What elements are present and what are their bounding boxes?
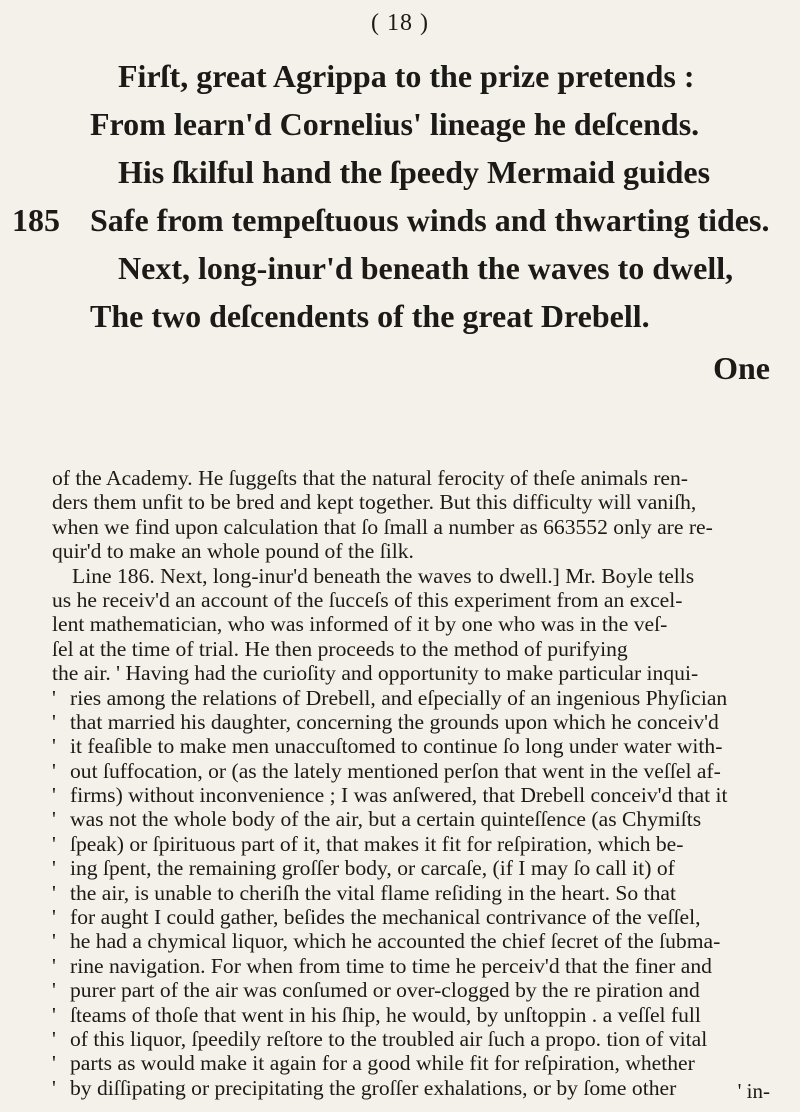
footnote-line [52,637,770,661]
quote-mark: ' [52,734,56,759]
footnote-line [52,978,770,1002]
footnote-line [52,905,770,929]
footnote-line [52,564,770,588]
footnote-line [52,466,770,490]
footnote-line [52,832,770,856]
quote-mark: ' [52,1075,56,1100]
footnote-text: Line 186. Next, long-inur'd beneath the waves to dwell.] Mr. Boyle tells [72,563,695,588]
footnote-line [52,588,770,612]
footnote-text: when we find upon calculation that ſo ſmall a number as 663552 only are re- [52,514,713,539]
quote-mark: ' [52,1051,56,1076]
footnote-line [52,1027,770,1051]
quote-mark: ' [52,831,56,856]
footnote-text: he had a chymical liquor, which he accounted the chief ſecret of the ſubma- [70,929,721,954]
verse-line [12,196,780,244]
footnote-line [52,1051,770,1075]
verse-line [90,244,780,292]
quote-mark: ' [52,709,56,734]
footnote-text: purer part of the air was conſumed or over-clogged by the re piration and [70,978,700,1003]
quote-mark: ' [52,1026,56,1051]
footnote-line [52,515,770,539]
footnote-line [52,1076,770,1100]
footnote-line [52,881,770,905]
verse-text: Firſt, great Agrippa to the prize pretends : [118,58,695,94]
footnote-text: by diſſipating or precipitating the groſſer exhalations, or by ſome other [70,1075,677,1100]
footnote-text: lent mathematician, who was informed of it by one who was in the veſ- [52,612,668,637]
footnote-text: parts as would make it again for a good while fit for reſpiration, whether [70,1051,695,1076]
quote-mark: ' [52,953,56,978]
quote-mark: ' [52,807,56,832]
footnote-line [52,490,770,514]
footnote-line [52,710,770,734]
line-number: 185 [12,202,60,238]
verse-line [90,100,780,148]
footnote-text: ſteams of thoſe that went in his ſhip, he would, by unſtoppin . a veſſel full [70,1002,701,1027]
footnote-text: firms) without inconvenience ; I was anſwered, that Drebell conceiv'd that it [70,783,728,808]
verse-text: His ſkilful hand the ſpeedy Mermaid guides [118,154,711,190]
quote-mark: ' [52,685,56,710]
verse-text: From learn'd Cornelius' lineage he deſcends. [90,106,700,142]
footnote-text: was not the whole body of the air, but a certain quinteſſence (as Chymiſts [70,807,702,832]
footnote-text: the air, is unable to cheriſh the vital flame reſiding in the heart. So that [70,880,676,905]
footnote-line [52,929,770,953]
footnote-line [52,612,770,636]
footnote-text: for aught I could gather, beſides the mechanical contrivance of the veſſel, [70,905,701,930]
footnote-catchword: ' in- [737,1079,770,1103]
footnote-text: that married his daughter, concerning the grounds upon which he conceiv'd [70,709,719,734]
footnote-text: ing ſpent, the remaining groſſer body, or carcaſe, (if I may ſo call it) of [70,856,675,881]
quote-mark: ' [52,758,56,783]
verse-block [12,52,780,340]
verse-line [90,148,780,196]
quote-mark: ' [52,929,56,954]
footnote-text: rine navigation. For when from time to time he perceiv'd that the finer and [70,953,712,978]
footnote-text: ſpeak) or ſpirituous part of it, that makes it fit for reſpiration, which be- [70,831,684,856]
verse-line [90,52,780,100]
footnote-text: ders them unfit to be bred and kept together. But this difficulty will vaniſh, [52,490,697,515]
footnote-line [52,954,770,978]
footnote-text: ries among the relations of Drebell, and eſpecially of an ingenious Phyſician [70,685,728,710]
footnote-text: out ſuffocation, or (as the lately mentioned perſon that went in the veſſel af- [70,758,721,783]
quote-mark: ' [52,978,56,1003]
verse-text: Next, long-inur'd beneath the waves to dwell, [118,250,734,286]
footnote-block [52,466,770,1100]
footnote-text: quir'd to make an whole pound of the ſilk. [52,539,414,564]
footnote-text: of this liquor, ſpeedily reſtore to the troubled air ſuch a propo. tion of vital [70,1026,708,1051]
verse-text: Safe from tempeſtuous winds and thwarting tides. [90,202,770,238]
footnote-text: it feaſible to make men unaccuſtomed to continue ſo long under water with- [70,734,723,759]
verse-text: The two deſcendents of the great Drebell. [90,298,650,334]
footnote-line [52,539,770,563]
verse-catchword: One [713,350,770,386]
page-number: ( 18 ) [371,10,429,36]
footnote-line [52,1003,770,1027]
footnote-text: of the Academy. He ſuggeſts that the natural ferocity of theſe animals ren- [52,466,688,490]
footnote-line [52,734,770,758]
quote-mark: ' [52,1002,56,1027]
quote-mark: ' [52,783,56,808]
quote-mark: ' [52,905,56,930]
footnote-line [52,856,770,880]
verse-line [90,292,780,340]
footnote-text: the air. ' Having had the curioſity and opportunity to make particular inqui- [52,661,699,686]
footnote-line [52,807,770,831]
footnote-text: us he receiv'd an account of the ſucceſs of this experiment from an excel- [52,587,683,612]
footnote-line [52,783,770,807]
footnote-text: ſel at the time of trial. He then proceeds to the method of purifying [52,636,628,661]
footnote-line [52,686,770,710]
footnote-line [52,661,770,685]
footnote-line [52,759,770,783]
quote-mark: ' [52,856,56,881]
quote-mark: ' [52,880,56,905]
